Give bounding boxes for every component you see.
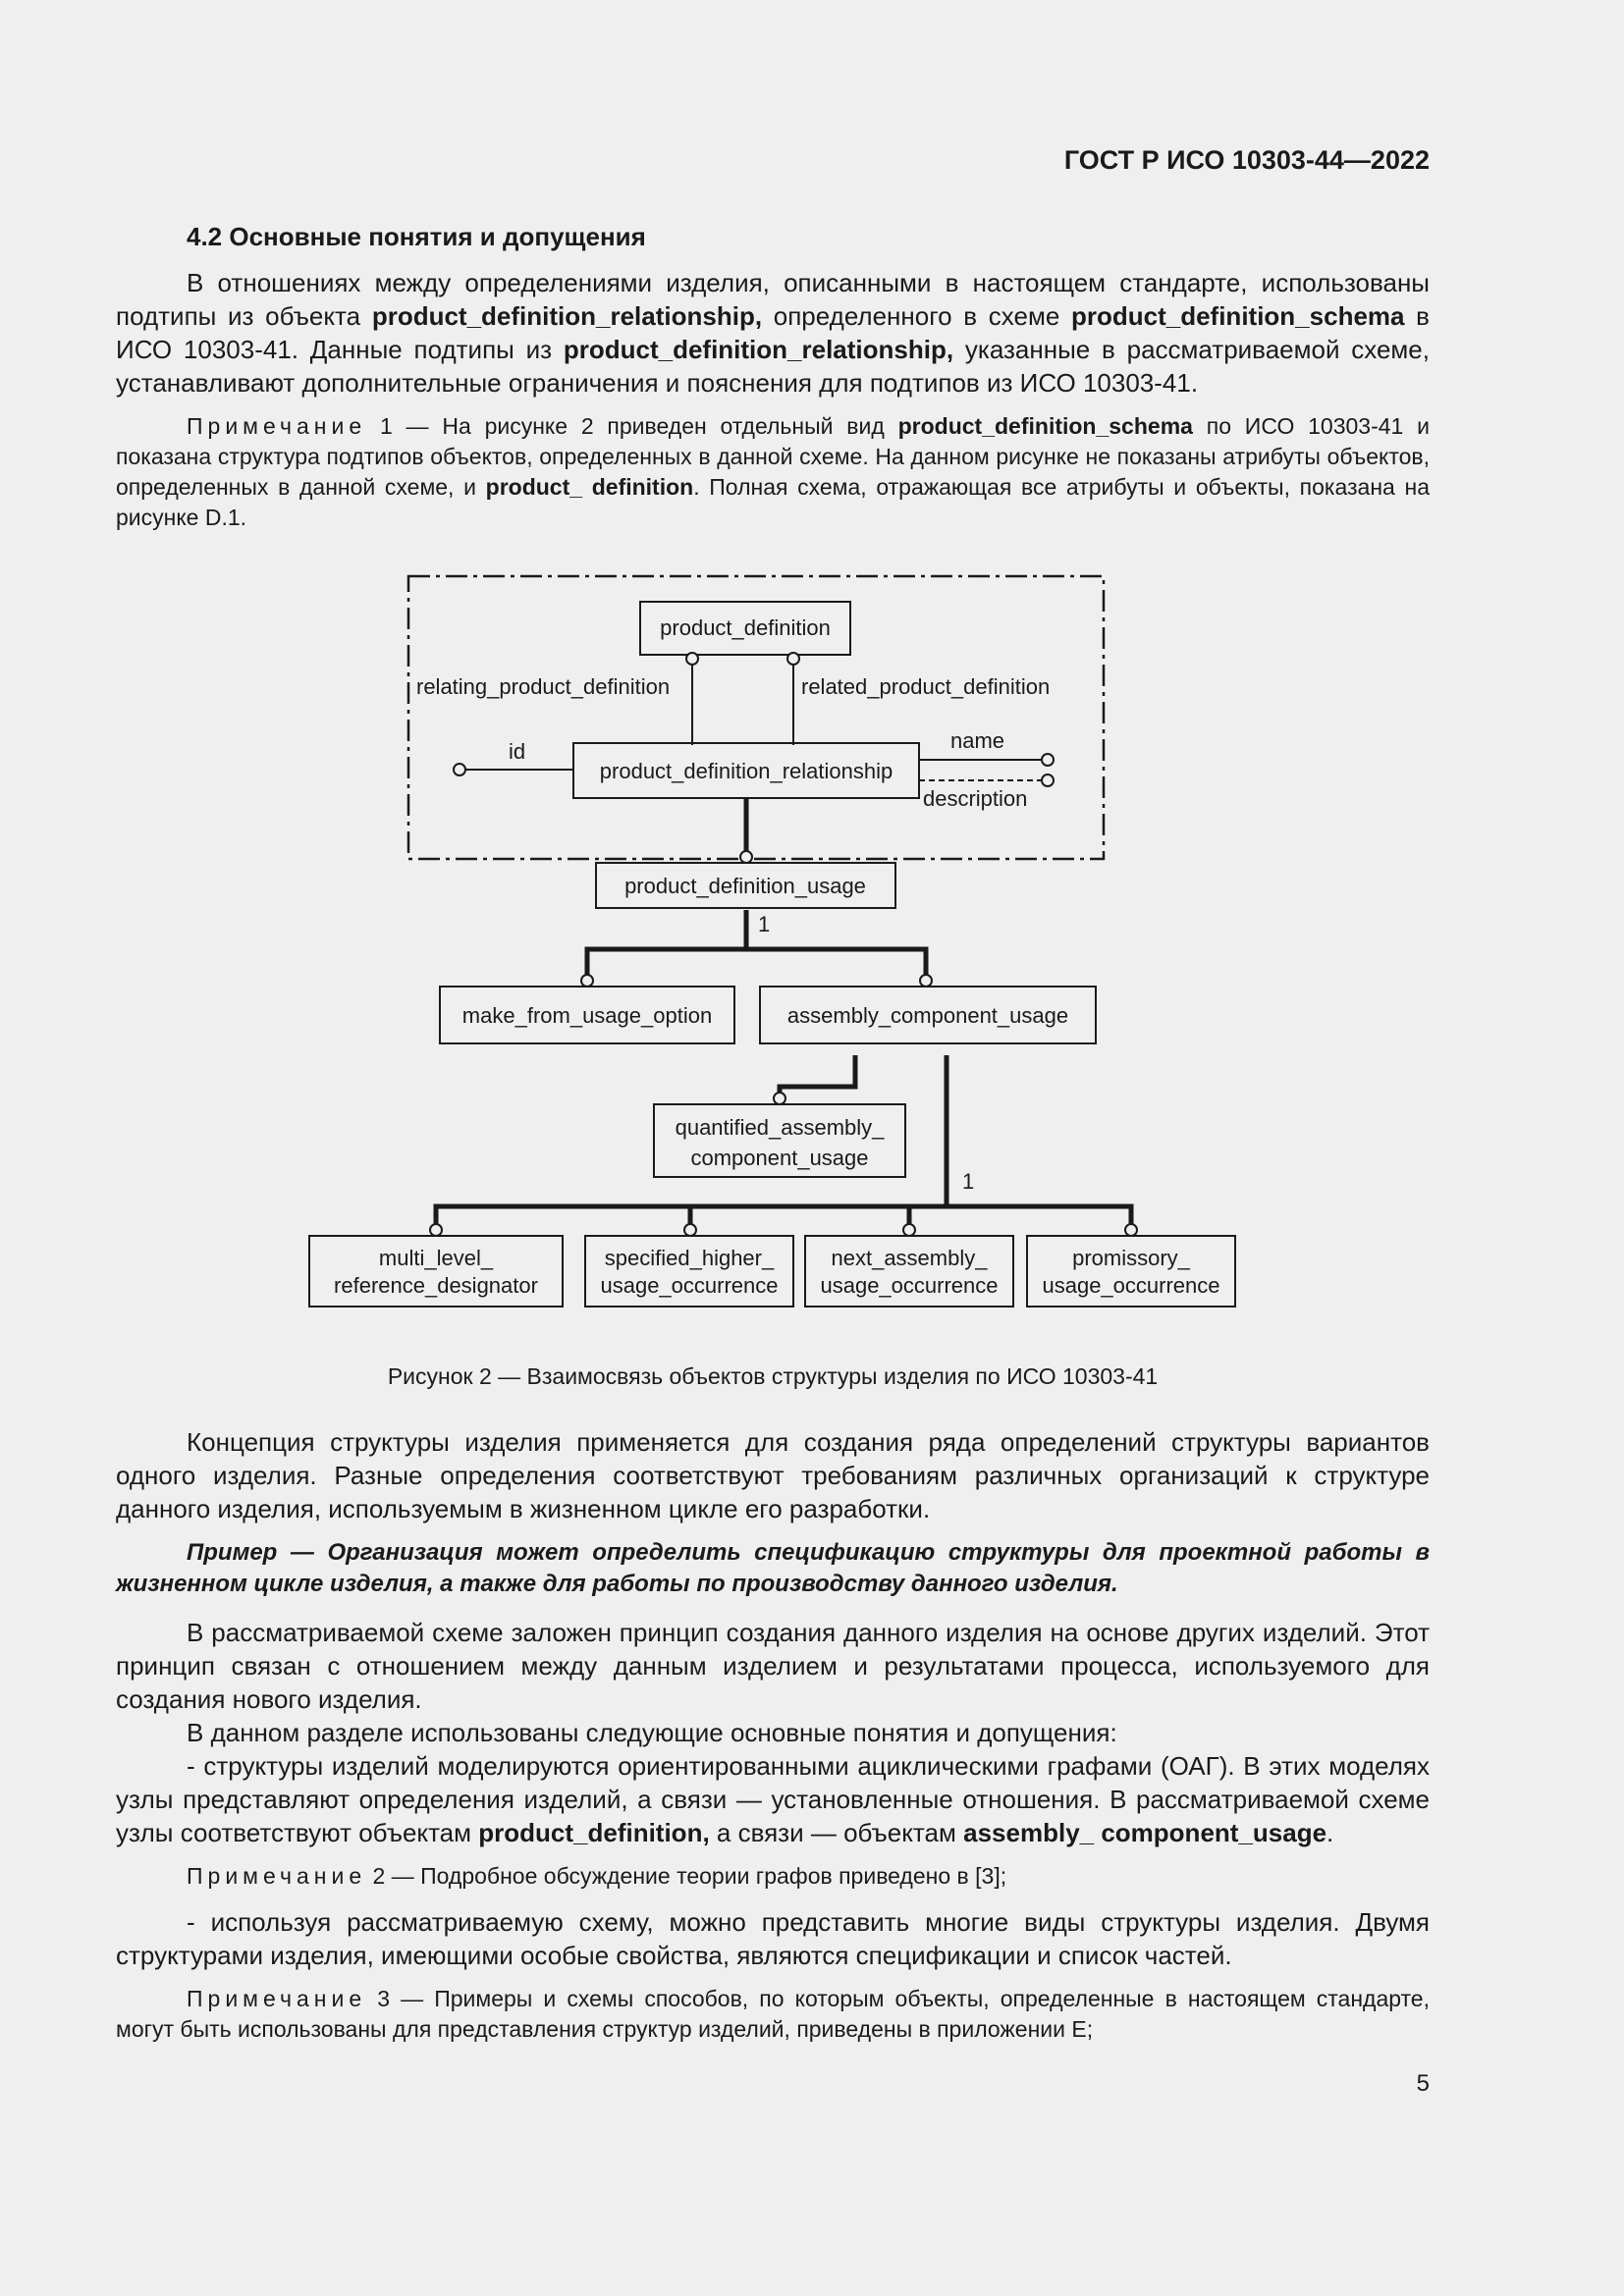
- bold-term: product_definition,: [478, 1818, 710, 1847]
- pdu-label: product_definition_usage: [624, 874, 866, 898]
- text-run: указанные в рассматриваемой схеме, устанавливают дополнительные ограничения и пояснения для подтипов из ИСО 10303-41.: [116, 335, 1430, 398]
- mfuo-endpoint: [581, 975, 593, 987]
- note-label: Примечание: [187, 1863, 367, 1889]
- bold-term: product_ definition: [485, 474, 694, 500]
- description-label: description: [923, 786, 1028, 811]
- bold-term: product_definition_schema: [1070, 301, 1405, 331]
- bold-term: product_definition_relationship,: [563, 335, 954, 364]
- cardinality-label: 1: [962, 1169, 975, 1194]
- cardinality-label: 1: [758, 912, 771, 936]
- text-run: в ИСО 10303-41. Данные подтипы из: [116, 301, 1430, 364]
- id-label: id: [509, 739, 526, 764]
- description-endpoint: [1042, 774, 1054, 786]
- text-run: 3 — Примеры и схемы способов, по которым объекты, определенные в настоящем стандарте, могут быть использованы для представления структур изделий, приведены в приложении Е;: [116, 1986, 1430, 2042]
- relating-endpoint: [686, 653, 698, 665]
- nauo-endpoint: [903, 1224, 915, 1236]
- paragraph-1: [116, 266, 1430, 400]
- acu-to-qacu-link: [780, 1055, 855, 1104]
- mlrd-label-line1: multi_level_: [378, 1246, 494, 1270]
- shuo-label-line2: usage_occurrence: [600, 1273, 779, 1298]
- text-run: . Полная схема, отражающая все атрибуты и объекты, показана на рисунке D.1.: [116, 474, 1430, 530]
- page-number: 5: [1416, 2070, 1430, 2097]
- note-label: Примечание: [187, 1986, 367, 2011]
- puo-label-line1: promissory_: [1072, 1246, 1190, 1270]
- page-content: [116, 222, 1430, 2058]
- paragraph-3: В рассматриваемой схеме заложен принцип создания данного изделия на основе других изделий. Этот принцип связан с отношением между данным изделием и результатами процесса, используемого для создания нового изделия.: [116, 1618, 1430, 1714]
- qacu-label-line1: quantified_assembly_: [675, 1115, 885, 1140]
- acu-subtype-branch: [436, 1206, 1131, 1224]
- text-run: .: [1326, 1818, 1334, 1847]
- paragraph-4: В данном разделе использованы следующие основные понятия и допущения:: [187, 1718, 1117, 1747]
- acu-label: assembly_component_usage: [786, 1003, 1069, 1028]
- pdr-label: product_definition_relationship: [599, 759, 893, 783]
- bullet-1: [116, 1749, 1430, 1849]
- entity-diagram: [116, 547, 1430, 1352]
- product-definition-label: product_definition: [660, 615, 831, 640]
- puo-endpoint: [1125, 1224, 1137, 1236]
- mfuo-label: make_from_usage_option: [461, 1003, 713, 1028]
- shuo-endpoint: [684, 1224, 696, 1236]
- bold-term: product_definition_schema: [897, 413, 1193, 439]
- pdu-subtype-branch: [587, 949, 926, 987]
- example: Пример — Организация может определить спецификацию структуры для проектной работы в жизненном цикле изделия, а также для работы по производству данного изделия.: [116, 1539, 1430, 1597]
- relating-label: relating_product_definition: [416, 674, 671, 699]
- document-code-header: ГОСТ Р ИСО 10303-44—2022: [1063, 145, 1430, 175]
- qacu-endpoint: [774, 1093, 785, 1104]
- related-endpoint: [787, 653, 799, 665]
- text-run: 2 — Подробное обсуждение теории графов приведено в [3];: [366, 1863, 1007, 1889]
- note-1: [116, 411, 1430, 533]
- puo-label-line2: usage_occurrence: [1042, 1273, 1220, 1298]
- nauo-label-line2: usage_occurrence: [820, 1273, 999, 1298]
- mlrd-endpoint: [430, 1224, 442, 1236]
- text-run: В отношениях между определениями изделия, описанными в настоящем стандарте, использованы подтипы из объекта: [116, 268, 1430, 331]
- note-3: [116, 1984, 1430, 2045]
- id-endpoint: [454, 764, 465, 775]
- shuo-label-line1: specified_higher_: [604, 1246, 775, 1270]
- text-run: - структуры изделий моделируются ориентированными ациклическими графами (ОАГ). В этих моделях узлы представляют определения изделий, а связи — установленные отношения. В рассматриваемой схеме узлы соответствуют объектам: [116, 1751, 1430, 1847]
- paragraph-2: Концепция структуры изделия применяется для создания ряда определений структуры вариантов одного изделия. Разные определения соответствуют требованиям различных организаций к структуре данного изделия, используемым в жизненном цикле его разработки.: [116, 1427, 1430, 1523]
- bold-term: assembly_ component_usage: [963, 1818, 1327, 1847]
- name-endpoint: [1042, 754, 1054, 766]
- text-run: 1 — На рисунке 2 приведен отдельный вид: [366, 413, 898, 439]
- bold-term: product_definition_relationship,: [371, 301, 763, 331]
- note-2: [116, 1861, 1430, 1892]
- related-label: related_product_definition: [801, 674, 1051, 699]
- qacu-label-line2: component_usage: [690, 1146, 869, 1170]
- acu-endpoint: [920, 975, 932, 987]
- bullet-2: - используя рассматриваемую схему, можно представить многие виды структуры изделия. Двумя структурами изделия, имеющими особые свойства, являются спецификации и список частей.: [116, 1907, 1430, 1970]
- figure-caption: Рисунок 2 — Взаимосвязь объектов структуры изделия по ИСО 10303-41: [387, 1363, 1159, 1389]
- section-title: 4.2 Основные понятия и допущения: [187, 222, 646, 251]
- text-run: определенного в схеме: [762, 301, 1071, 331]
- text-run: а связи — объектам: [709, 1818, 964, 1847]
- pdr-subtype-endpoint: [740, 851, 752, 863]
- text-run: по ИСО 10303-41 и показана структура подтипов объектов, определенных в данной схеме. На данном рисунке не показаны атрибуты объектов, определенных в данной схеме, и: [116, 413, 1430, 500]
- nauo-label-line1: next_assembly_: [831, 1246, 988, 1270]
- figure-2-diagram: [116, 547, 1430, 1352]
- name-label: name: [950, 728, 1005, 753]
- note-label: Примечание: [187, 413, 367, 439]
- mlrd-label-line2: reference_designator: [334, 1273, 538, 1298]
